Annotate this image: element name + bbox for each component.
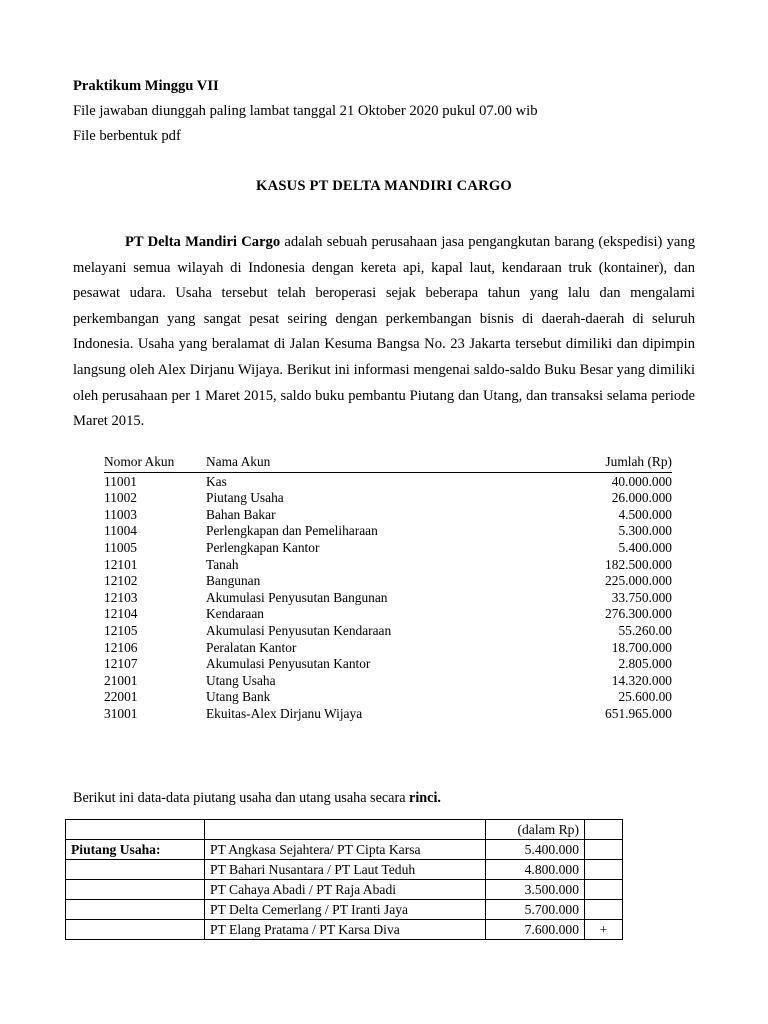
receivables-amount: 3.500.000 — [486, 880, 585, 900]
ledger-header-row — [104, 454, 672, 472]
account-amount: 4.500.000 — [618, 506, 672, 522]
account-name: Perlengkapan dan Pemeliharaan — [206, 523, 378, 539]
receivables-party: PT Delta Cemerlang / PT Iranti Jaya — [205, 900, 486, 920]
table-row — [104, 706, 672, 723]
receivables-amount: 4.800.000 — [486, 860, 585, 880]
file-format-line: File berbentuk pdf — [73, 128, 181, 144]
ledger-head — [104, 454, 672, 472]
receivables-sign — [585, 860, 623, 880]
receivables-sign — [585, 840, 623, 860]
account-number: 12103 — [104, 589, 138, 605]
intro-paragraph — [73, 230, 695, 435]
receivables-sign — [585, 880, 623, 900]
ledger-header-name: Nama Akun — [206, 454, 536, 472]
account-number: 11005 — [104, 539, 137, 555]
account-amount: 276.300.000 — [605, 606, 672, 622]
receivables-group-label: Piutang Usaha: — [66, 840, 205, 860]
receivables-detail-table — [65, 819, 623, 940]
account-name: Akumulasi Penyusutan Kantor — [206, 656, 371, 672]
account-name: Utang Usaha — [206, 672, 276, 688]
receivables-group-label — [66, 920, 205, 940]
table-row — [104, 472, 672, 490]
account-number: 31001 — [104, 705, 138, 721]
header-block — [73, 74, 695, 149]
account-amount: 225.000.000 — [605, 573, 672, 589]
account-amount: 14.320.000 — [611, 672, 672, 688]
table-row — [104, 590, 672, 607]
table-row — [104, 557, 672, 574]
table-row — [66, 860, 623, 880]
table-row — [66, 820, 623, 840]
table-row — [104, 540, 672, 557]
account-amount: 26.000.000 — [611, 490, 672, 506]
account-number: 12105 — [104, 622, 138, 638]
receivables-group-label — [66, 820, 205, 840]
account-name: Akumulasi Penyusutan Kendaraan — [206, 622, 392, 638]
receivables-intro-text: Berikut ini data-data piutang usaha dan utang usaha secara — [73, 790, 410, 806]
table-row — [104, 523, 672, 540]
table-row — [66, 920, 623, 940]
receivables-amount: 7.600.000 — [486, 920, 585, 940]
account-number: 11003 — [104, 506, 137, 522]
account-amount: 33.750.000 — [611, 589, 672, 605]
account-balances-table — [104, 454, 672, 723]
receivables-sign — [585, 900, 623, 920]
account-amount: 5.300.000 — [618, 523, 672, 539]
receivables-amount: 5.400.000 — [486, 840, 585, 860]
table-row — [104, 606, 672, 623]
receivables-group-label — [66, 860, 205, 880]
account-name: Akumulasi Penyusutan Bangunan — [206, 589, 388, 605]
receivables-body — [66, 820, 623, 940]
account-name: Bahan Bakar — [206, 506, 276, 522]
account-name: Ekuitas-Alex Dirjanu Wijaya — [206, 705, 363, 721]
ledger-header-amount: Jumlah (Rp) — [536, 454, 672, 472]
account-number: 12106 — [104, 639, 138, 655]
table-row — [66, 880, 623, 900]
account-name: Bangunan — [206, 573, 261, 589]
submission-deadline-line: File jawaban diunggah paling lambat tanggal 21 Oktober 2020 pukul 07.00 wib — [73, 103, 538, 119]
table-row — [66, 900, 623, 920]
table-row — [104, 490, 672, 507]
account-amount: 5.400.000 — [618, 539, 672, 555]
account-amount: 2.805.000 — [618, 656, 672, 672]
receivables-intro-emphasis: rinci. — [409, 790, 441, 806]
receivables-sign — [585, 820, 623, 840]
receivables-intro-line — [73, 787, 441, 809]
table-row — [104, 673, 672, 690]
receivables-group-label — [66, 880, 205, 900]
receivables-sign: + — [585, 920, 623, 940]
assignment-title: Praktikum Minggu VII — [73, 78, 219, 94]
ledger-header-number: Nomor Akun — [104, 454, 206, 472]
account-number: 21001 — [104, 672, 138, 688]
receivables-group-label — [66, 900, 205, 920]
table-row — [104, 507, 672, 524]
receivables-party: PT Cahaya Abadi / PT Raja Abadi — [205, 880, 486, 900]
table-row — [104, 640, 672, 657]
account-amount: 18.700.000 — [611, 639, 672, 655]
account-amount: 55.260.00 — [618, 622, 672, 638]
receivables-party: PT Angkasa Sejahtera/ PT Cipta Karsa — [205, 840, 486, 860]
account-number: 11004 — [104, 523, 137, 539]
receivables-party: PT Bahari Nusantara / PT Laut Teduh — [205, 860, 486, 880]
account-amount: 651.965.000 — [605, 705, 672, 721]
account-number: 12102 — [104, 573, 138, 589]
account-name: Perlengkapan Kantor — [206, 539, 320, 555]
account-name: Kendaraan — [206, 606, 264, 622]
receivables-amount: 5.700.000 — [486, 900, 585, 920]
account-number: 12107 — [104, 656, 138, 672]
receivables-party — [205, 820, 486, 840]
account-number: 11001 — [104, 473, 137, 489]
table-row — [104, 656, 672, 673]
account-name: Tanah — [206, 556, 239, 572]
account-name: Kas — [206, 473, 227, 489]
account-amount: 25.600.00 — [618, 689, 672, 705]
account-amount: 40.000.000 — [611, 473, 672, 489]
account-number: 11002 — [104, 490, 137, 506]
account-number: 12104 — [104, 606, 138, 622]
account-name: Piutang Usaha — [206, 490, 284, 506]
intro-paragraph-text: adalah sebuah perusahaan jasa pengangkutan barang (ekspedisi) yang melayani semua wilayah di Indonesia dengan kereta api, kapal laut, kendaraan truk (kontainer), dan pesawat udara. Usaha tersebut telah beroperasi sejak beberapa tahun yang lalu dan mengalami perkembangan yang sangat pesat seiring dengan perkembangan bisnis di daerah-daerah di seluruh Indonesia. Usaha yang beralamat di Jalan Kesuma Bangsa No. 23 Jakarta tersebut dimiliki dan dipimpin langsung oleh Alex Dirjanu Wijaya. Berikut ini informasi mengenai saldo-saldo Buku Besar yang dimiliki oleh perusahaan per 1 Maret 2015, saldo buku pembantu Piutang dan Utang, dan transaksi selama periode Maret 2015. — [73, 234, 696, 430]
table-row — [66, 840, 623, 860]
ledger-body — [104, 472, 672, 722]
receivables-party: PT Elang Pratama / PT Karsa Diva — [205, 920, 486, 940]
receivables-unit-header: (dalam Rp) — [486, 820, 585, 840]
account-name: Utang Bank — [206, 689, 271, 705]
company-name: PT Delta Mandiri Cargo — [125, 234, 281, 250]
account-name: Peralatan Kantor — [206, 639, 297, 655]
page-title: KASUS PT DELTA MANDIRI CARGO — [256, 178, 512, 194]
table-row — [104, 623, 672, 640]
table-row — [104, 689, 672, 706]
account-number: 12101 — [104, 556, 138, 572]
account-amount: 182.500.000 — [605, 556, 672, 572]
table-row — [104, 573, 672, 590]
account-number: 22001 — [104, 689, 138, 705]
